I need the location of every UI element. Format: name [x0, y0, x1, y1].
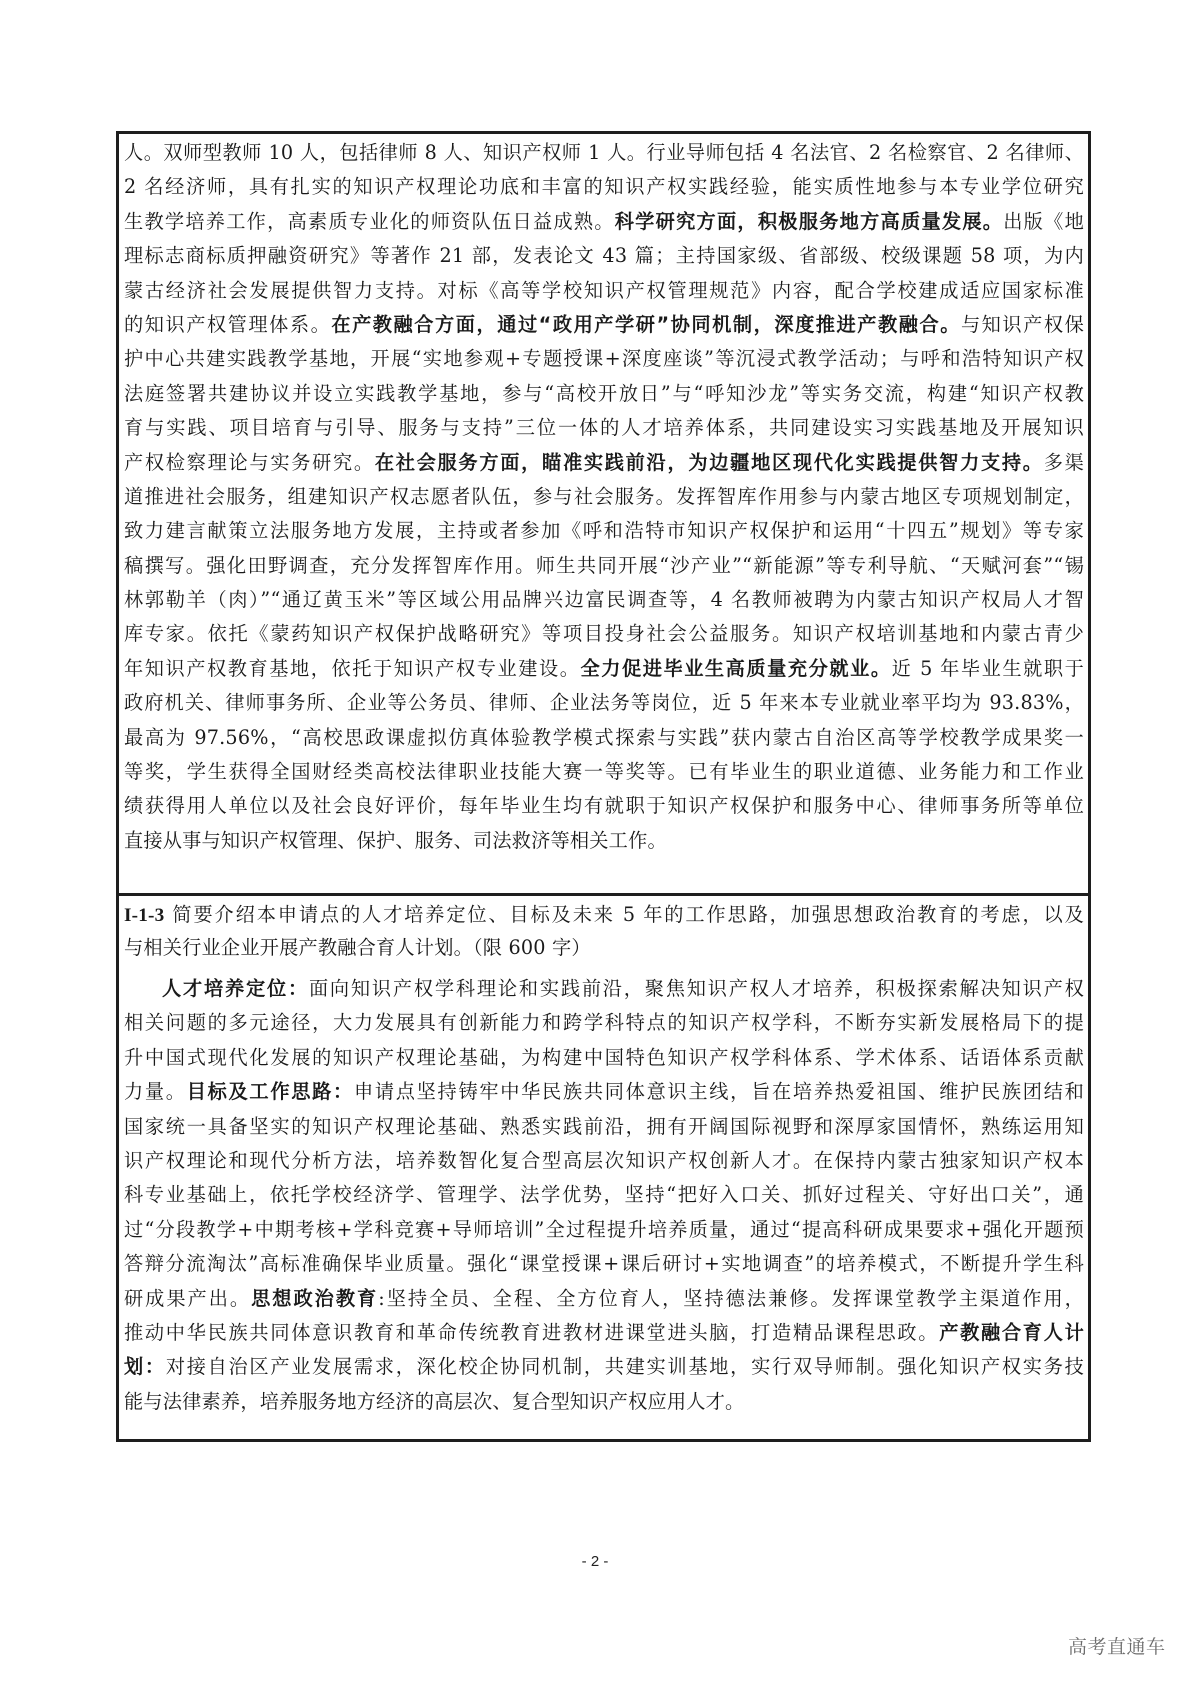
text-segment: 政府机关、律师事务所、企业等公务员、律师、企业法务等岗位，近 5 年来本专业就业率平均为 93.83%，	[124, 691, 1084, 715]
text-segment: 产权检察理论与实务研究。	[124, 450, 375, 474]
text-segment: 出版《地	[1003, 209, 1084, 233]
text-segment: 识产权理论和现代分析方法，培养数智化复合型高层次知识产权创新人才。在保持内蒙古独家知识产权本	[124, 1148, 1084, 1172]
text-line	[124, 1385, 1084, 1419]
text-segment: 2 名经济师，具有扎实的知识产权理论功底和丰富的知识产权实践经验，能实质性地参与本专业学位研究	[124, 175, 1084, 199]
text-line	[124, 205, 1084, 239]
text-line	[124, 274, 1084, 308]
bold-text-segment: 人才培养定位：	[162, 977, 309, 1000]
text-line	[124, 824, 1084, 858]
bold-text-segment: 在社会服务方面，瞄准实践前沿，为边疆地区现代化实践提供智力支持。	[374, 450, 1044, 474]
text-line	[124, 789, 1084, 823]
text-segment: 升中国式现代化发展的知识产权理论基础，为构建中国特色知识产权学科体系、学术体系、话语体系贡献	[124, 1045, 1084, 1069]
text-line	[124, 972, 1084, 1006]
text-line	[124, 170, 1084, 204]
text-line	[124, 1178, 1084, 1212]
document-table	[116, 131, 1091, 1442]
text-line	[124, 721, 1084, 755]
text-segment: 过“分段教学+中期考核+学科竞赛+导师培训”全过程提升培养质量，通过“提高科研成果要求+强化开题预	[124, 1217, 1084, 1241]
section-faculty-research-service	[119, 134, 1088, 893]
text-line	[124, 652, 1084, 686]
text-segment: 国家统一具备坚实的知识产权理论基础、熟悉实践前沿，拥有开阔国际视野和深厚家国情怀，熟练运用知	[124, 1114, 1084, 1138]
text-segment: 稿撰写。强化田野调查，充分发挥智库作用。师生共同开展“沙产业”“新能源”等专利导航、“天赋河套”“锡	[124, 553, 1084, 577]
text-segment: 等奖，学生获得全国财经类高校法律职业技能大赛一等奖等。已有毕业生的职业道德、业务能力和工作业	[124, 760, 1084, 784]
text-line	[124, 377, 1084, 411]
text-segment: 推动中华民族共同体意识教育和革命传统教育进教材进课堂进头脑，打造精品课程思政。	[124, 1320, 940, 1344]
text-segment: 绩获得用人单位以及社会良好评价，每年毕业生均有就职于知识产权保护和服务中心、律师事务所等单位	[124, 794, 1084, 818]
text-segment: 面向知识产权学科理论和实践前沿，聚焦知识产权人才培养，积极探索解决知识产权	[308, 977, 1084, 1000]
text-segment: 能与法律素养，培养服务地方经济的高层次、复合型知识产权应用人才。	[124, 1389, 745, 1413]
text-line	[124, 1316, 1084, 1350]
text-line	[124, 1282, 1084, 1316]
bold-text-segment: 在产教融合方面，通过“政用产学研”协同机制，深度推进产教融合。	[331, 312, 961, 336]
text-line	[124, 617, 1084, 651]
text-line	[124, 1006, 1084, 1040]
text-line	[124, 1350, 1084, 1384]
section-body	[124, 972, 1084, 1419]
text-line	[124, 446, 1084, 480]
text-segment: 法庭签署共建协议并设立实践教学基地，参与“高校开放日”与“呼知沙龙”等实务交流，构建“知识产权教	[124, 381, 1084, 405]
text-segment: 库专家。依托《蒙药知识产权保护战略研究》等项目投身社会公益服务。知识产权培训基地和内蒙古青少	[124, 622, 1084, 646]
text-segment: :坚持全员、全程、全方位育人，坚持德法兼修。发挥课堂教学主渠道作用，	[378, 1286, 1085, 1310]
spacer	[124, 964, 1084, 972]
text-segment: 力量。	[124, 1080, 187, 1104]
text-segment: 科专业基础上，依托学校经济学、管理学、法学优势，坚持“把好入口关、抓好过程关、守好出口关”，通	[124, 1183, 1084, 1207]
text-line	[124, 136, 1084, 170]
text-segment: 生教学培养工作，高素质专业化的师资队伍日益成熟。	[124, 209, 615, 233]
text-line	[124, 549, 1084, 583]
text-segment: 申请点坚持铸牢中华民族共同体意识主线，旨在培养热爱祖国、维护民族团结和	[353, 1080, 1084, 1104]
text-line	[124, 686, 1084, 720]
section-heading-line-1	[124, 898, 1084, 931]
text-line	[124, 1075, 1084, 1109]
text-line	[124, 411, 1084, 445]
page-number: - 2 -	[581, 1553, 609, 1570]
text-segment: 最高为 97.56%，“高校思政课虚拟仿真体验教学模式探索与实践”获内蒙古自治区高等学校教学成果奖一	[124, 725, 1084, 749]
section-i-1-3-training-plan	[119, 896, 1088, 1439]
text-segment: 与知识产权保	[960, 312, 1085, 336]
bold-text-segment: 目标及工作思路：	[186, 1080, 354, 1104]
section-heading-line-2: 与相关行业企业开展产教融合育人计划。（限 600 字）	[124, 936, 591, 959]
text-segment: 致力建言献策立法服务地方发展，主持或者参加《呼和浩特市知识产权保护和运用“十四五”规划》等专家	[124, 519, 1084, 543]
text-segment: 人。双师型教师 10 人，包括律师 8 人、知识产权师 1 人。行业导师包括 4 名法官、2 名检察官、2 名律师、	[124, 141, 1084, 164]
text-segment: 蒙古经济社会发展提供智力支持。对标《高等学校知识产权管理规范》内容，配合学校建成适应国家标准	[124, 278, 1084, 302]
section-heading-id: I-1-3	[124, 905, 165, 926]
text-line	[124, 1041, 1084, 1075]
bold-text-segment: 产教融合育人计	[939, 1320, 1084, 1344]
text-line	[124, 480, 1084, 514]
text-segment: 护中心共建实践教学基地，开展“实地参观+专题授课+深度座谈”等沉浸式教学活动；与呼和浩特知识产权	[124, 347, 1084, 371]
bold-text-segment: 科学研究方面，积极服务地方高质量发展。	[614, 209, 1004, 233]
text-segment: 年知识产权教育基地，依托于知识产权专业建设。	[124, 656, 581, 680]
bold-text-segment: 划：	[124, 1355, 166, 1379]
text-segment: 答辩分流淘汰”高标准确保毕业质量。强化“课堂授课+课后研讨+实地调查”的培养模式，不断提升学生科	[124, 1252, 1084, 1276]
text-segment: 研成果产出。	[124, 1286, 252, 1310]
text-segment: 理标志商标质押融资研究》等著作 21 部，发表论文 43 篇；主持国家级、省部级、校级课题 58 项，为内	[124, 244, 1084, 268]
text-line	[124, 1247, 1084, 1281]
text-segment: 林郭勒羊（肉）”“通辽黄玉米”等区域公用品牌兴边富民调查等，4 名教师被聘为内蒙古知识产权局人才智	[124, 588, 1084, 612]
text-line	[124, 514, 1084, 548]
text-line	[124, 755, 1084, 789]
section-heading-text: 简要介绍本申请点的人才培养定位、目标及未来 5 年的工作思路，加强思想政治教育的考虑，以及	[172, 903, 1084, 926]
text-line	[124, 1110, 1084, 1144]
text-line	[124, 239, 1084, 273]
text-line	[124, 342, 1084, 376]
text-segment: 的知识产权管理体系。	[124, 312, 332, 336]
bold-text-segment: 思想政治教育	[251, 1286, 379, 1310]
bold-text-segment: 全力促进毕业生高质量充分就业。	[580, 656, 892, 680]
text-segment: 育与实践、项目培育与引导、服务与支持”三位一体的人才培养体系，共同建设实习实践基地及开展知识	[124, 416, 1084, 440]
text-segment: 道推进社会服务，组建知识产权志愿者队伍，参与社会服务。发挥智库作用参与内蒙古地区专项规划制定，	[124, 484, 1084, 508]
watermark: 高考直通车	[1068, 1636, 1166, 1658]
text-line	[124, 1213, 1084, 1247]
text-line	[124, 308, 1084, 342]
text-segment: 直接从事与知识产权管理、保护、服务、司法救济等相关工作。	[124, 828, 667, 852]
text-line	[124, 583, 1084, 617]
text-line	[124, 1144, 1084, 1178]
text-segment: 对接自治区产业发展需求，深化校企协同机制，共建实训基地，实行双导师制。强化知识产权实务技	[165, 1355, 1084, 1379]
text-segment: 相关问题的多元途径，大力发展具有创新能力和跨学科特点的知识产权学科，不断夯实新发展格局下的提	[124, 1011, 1084, 1035]
text-segment: 近 5 年毕业生就职于	[891, 656, 1085, 680]
text-segment: 多渠	[1043, 450, 1084, 474]
